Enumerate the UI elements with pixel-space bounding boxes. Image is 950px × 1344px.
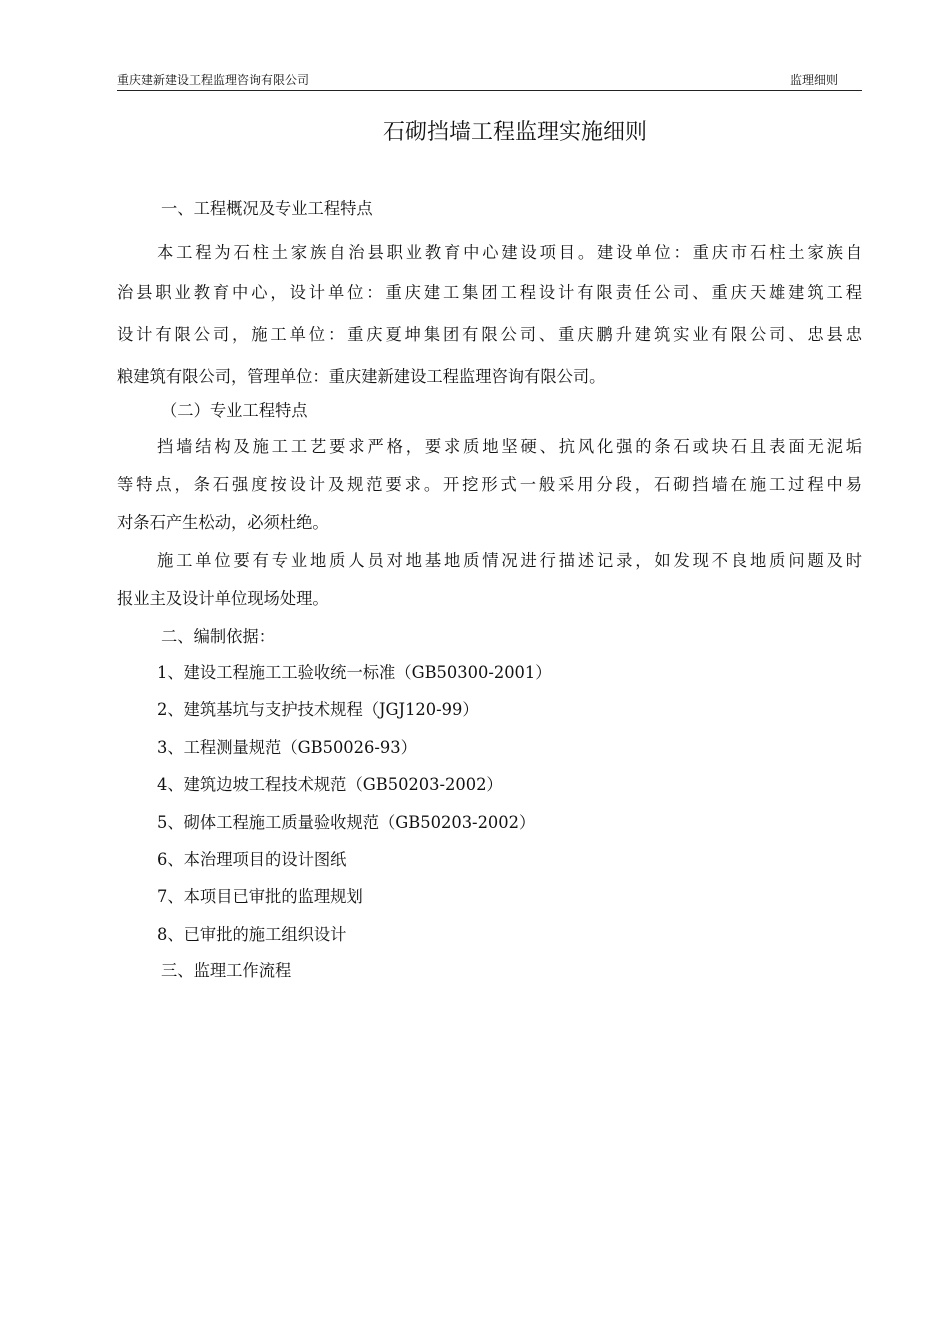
overview-line-1: 本工程为石柱土家族自治县职业教育中心建设项目。建设单位：重庆市石柱土家族自 [157,243,862,262]
header-doc-type: 监理细则 [789,73,838,87]
feature-line-2: 等特点，条石强度按设计及规范要求。开挖形式一般采用分段，石砌挡墙在施工过程中易 [117,475,862,494]
section-3-heading: 三、监理工作流程 [161,961,292,980]
section-2-heading: 二、编制依据： [161,627,275,646]
header-company: 重庆建新建设工程监理咨询有限公司 [117,73,310,87]
basis-item-5: 5、砌体工程施工质量验收规范（GB50203-2002） [157,813,536,832]
basis-item-6: 6、本治理项目的设计图纸 [157,850,347,869]
feature-line-1: 挡墙结构及施工工艺要求严格，要求质地坚硬、抗风化强的条石或块石且表面无泥垢 [157,437,862,456]
basis-item-1: 1、建设工程施工工验收统一标准（GB50300-2001） [157,663,552,682]
basis-item-7: 7、本项目已审批的监理规划 [157,887,363,906]
overview-line-3: 设计有限公司，施工单位：重庆夏坤集团有限公司、重庆鹏升建筑实业有限公司、忠县忠 [117,325,862,344]
basis-item-2: 2、建筑基坑与支护技术规程（JGJ120-99） [157,700,479,719]
page-header [117,72,862,91]
document-title [0,118,950,148]
document-title-text: 石砌挡墙工程监理实施细则 [382,120,647,145]
feature-line-3: 对条石产生松动，必须杜绝。 [117,513,329,532]
basis-item-3: 3、工程测量规范（GB50026-93） [157,738,417,757]
overview-line-4: 粮建筑有限公司，管理单位：重庆建新建设工程监理咨询有限公司。 [117,367,606,386]
geology-line-1: 施工单位要有专业地质人员对地基地质情况进行描述记录，如发现不良地质问题及时 [157,551,862,570]
overview-line-2: 治县职业教育中心，设计单位：重庆建工集团工程设计有限责任公司、重庆天雄建筑工程 [117,283,862,302]
section-1-heading: 一、工程概况及专业工程特点 [161,199,373,218]
basis-item-8: 8、已审批的施工组织设计 [157,925,347,944]
basis-item-4: 4、建筑边坡工程技术规范（GB50203-2002） [157,775,503,794]
geology-line-2: 报业主及设计单位现场处理。 [117,589,329,608]
section-1-subheading: （二）专业工程特点 [161,401,308,420]
